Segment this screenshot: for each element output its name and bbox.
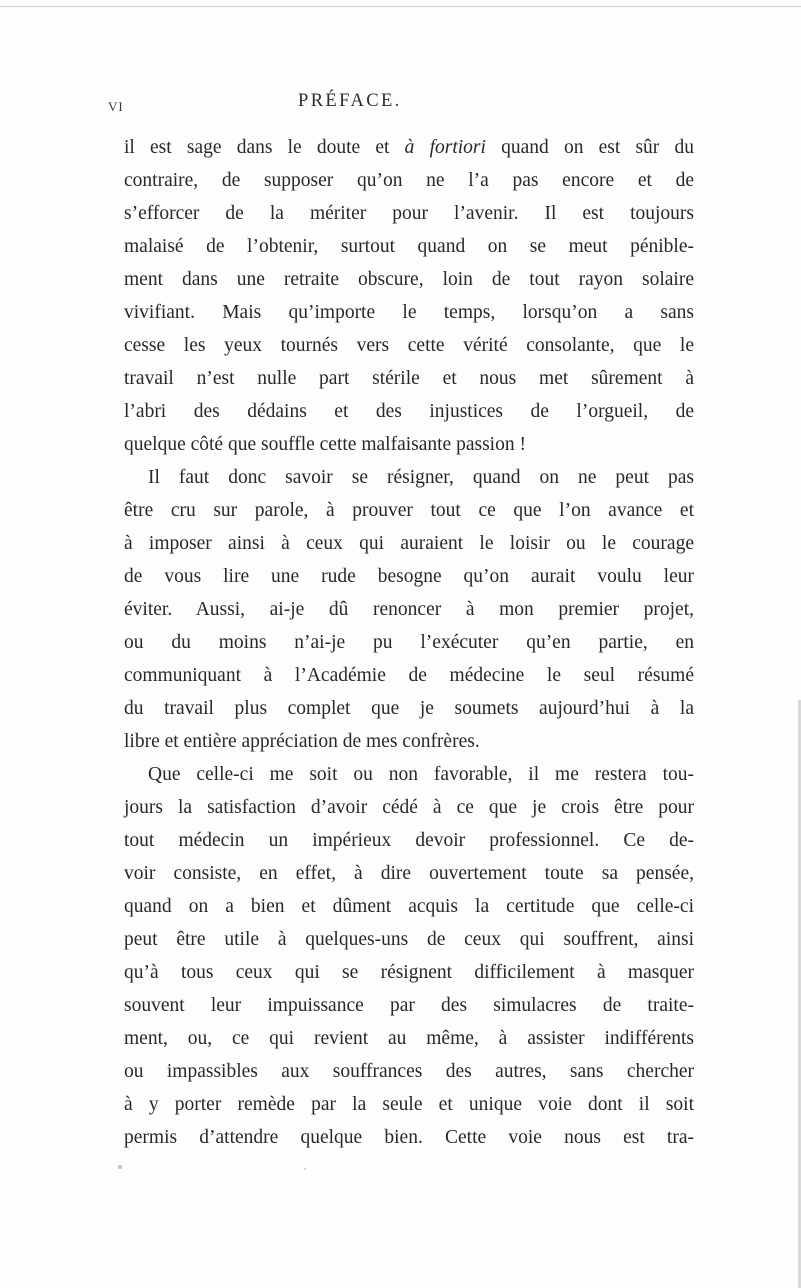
- body-text: [124, 131, 694, 1154]
- paragraph-end-line: quelque côté que souffle cette malfaisante passion !: [124, 434, 526, 455]
- text-line: tout médecin un impérieux devoir professionnel. Ce de-: [124, 830, 694, 851]
- text-line: communiquant à l’Académie de médecine le seul résumé: [124, 665, 694, 686]
- scan-top-edge: [0, 6, 801, 7]
- text-line: ment dans une retraite obscure, loin de tout rayon solaire: [124, 269, 694, 290]
- page-number: VI: [108, 99, 124, 114]
- text-line: l’abri des dédains et des injustices de l’orgueil, de: [124, 401, 694, 422]
- paper-speck: [304, 1168, 306, 1170]
- text-line: à y porter remède par la seule et unique voie dont il soit: [124, 1094, 694, 1115]
- text-line: il est sage dans le doute et à fortiori quand on est sûr du: [124, 137, 694, 158]
- text-line: ou du moins n’ai-je pu l’exécuter qu’en partie, en: [124, 632, 694, 653]
- text-line: travail n’est nulle part stérile et nous met sûrement à: [124, 368, 694, 389]
- text-line: être cru sur parole, à prouver tout ce que l’on avance et: [124, 500, 694, 521]
- text-line: à imposer ainsi à ceux qui auraient le loisir ou le courage: [124, 533, 694, 554]
- paragraph-end-line: libre et entière appréciation de mes confrères.: [124, 731, 480, 752]
- text-line: souvent leur impuissance par des simulacres de traite-: [124, 995, 694, 1016]
- text-line: cesse les yeux tournés vers cette vérité consolante, que le: [124, 335, 694, 356]
- text-line: s’efforcer de la mériter pour l’avenir. Il est toujours: [124, 203, 694, 224]
- text-line: malaisé de l’obtenir, surtout quand on se meut pénible-: [124, 236, 694, 257]
- text-line: qu’à tous ceux qui se résignent difficilement à masquer: [124, 962, 694, 983]
- running-head: PRÉFACE.: [298, 91, 402, 111]
- paragraph-start-line: Il faut donc savoir se résigner, quand on ne peut pas: [148, 467, 694, 488]
- paper-speck: [118, 1165, 122, 1169]
- paragraph-start-line: Que celle-ci me soit ou non favorable, il me restera tou-: [148, 764, 694, 785]
- text-line: voir consiste, en effet, à dire ouvertement toute sa pensée,: [124, 863, 694, 884]
- text-line: vivifiant. Mais qu’importe le temps, lorsqu’on a sans: [124, 302, 694, 323]
- text-line: de vous lire une rude besogne qu’on aurait voulu leur: [124, 566, 694, 587]
- text-line: ment, ou, ce qui revient au même, à assister indifférents: [124, 1028, 694, 1049]
- text-line: peut être utile à quelques-uns de ceux qui souffrent, ainsi: [124, 929, 694, 950]
- text-line: du travail plus complet que je soumets aujourd’hui à la: [124, 698, 694, 719]
- text-line: permis d’attendre quelque bien. Cette voie nous est tra-: [124, 1127, 694, 1148]
- text-line: quand on a bien et dûment acquis la certitude que celle-ci: [124, 896, 694, 917]
- italic-phrase: à fortiori: [404, 137, 486, 158]
- text-line: ou impassibles aux souffrances des autres, sans chercher: [124, 1061, 694, 1082]
- text-line: éviter. Aussi, ai-je dû renoncer à mon premier projet,: [124, 599, 694, 620]
- text-line: jours la satisfaction d’avoir cédé à ce que je crois être pour: [124, 797, 694, 818]
- text-line: contraire, de supposer qu’on ne l’a pas encore et de: [124, 170, 694, 191]
